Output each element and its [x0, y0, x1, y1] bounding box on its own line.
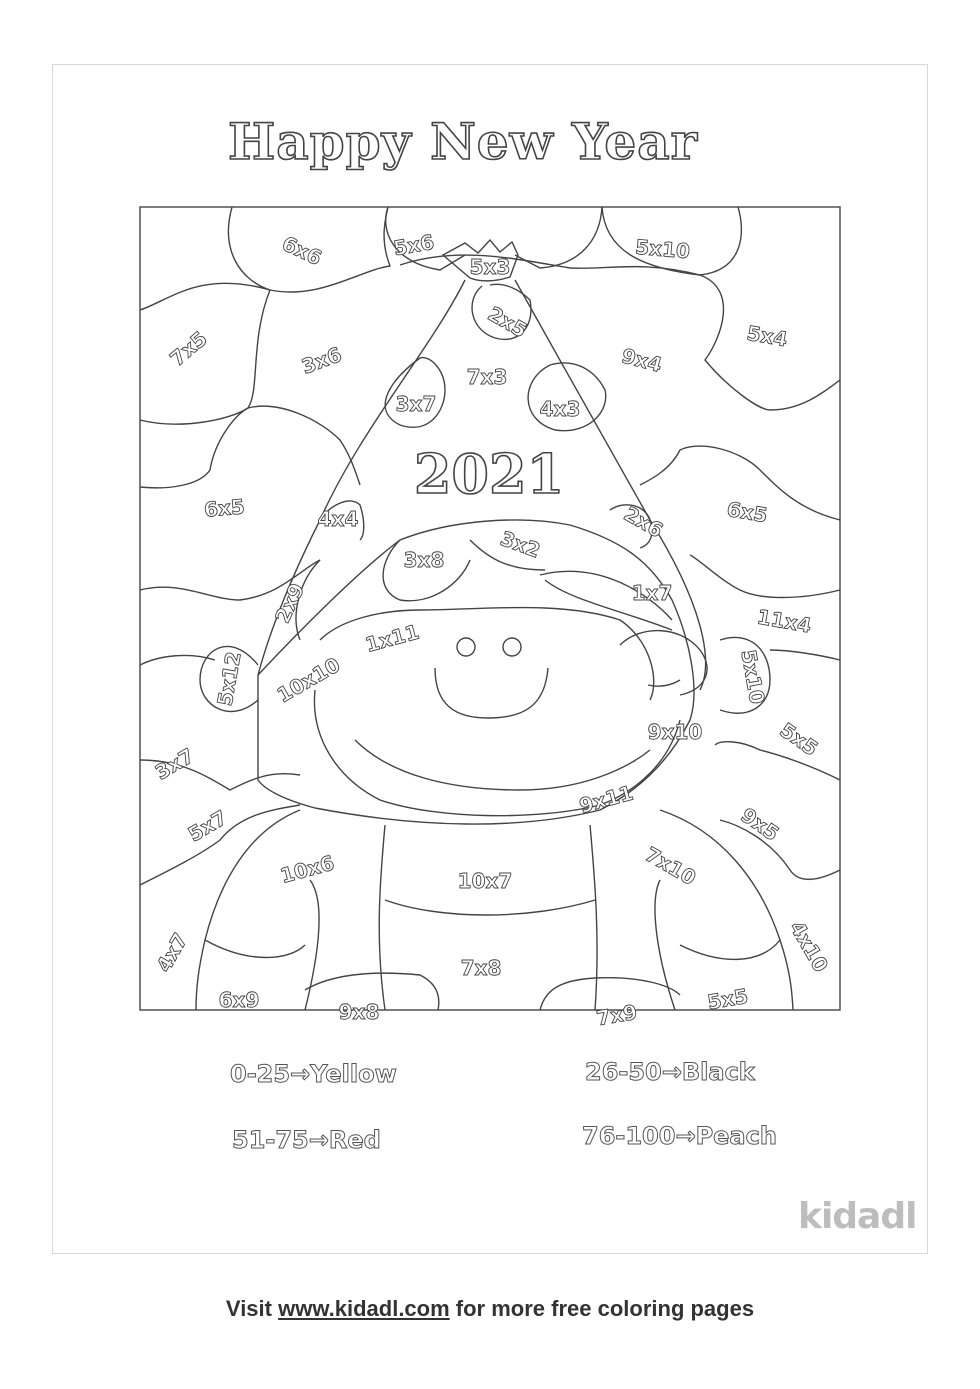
problem-label: 5x5	[775, 717, 823, 761]
problem-label: 2x9	[270, 579, 310, 627]
problem-label: 3x7	[395, 392, 437, 416]
footer-prefix: Visit	[225, 1296, 279, 1321]
problem-label: 5x3	[469, 255, 511, 279]
problem-label: 5x4	[745, 320, 790, 352]
problem-label: 2x6	[619, 501, 668, 543]
smile	[435, 668, 548, 718]
problem-label: 3x2	[497, 526, 544, 563]
problem-label: 9x8	[338, 1000, 380, 1024]
problem-label: 6x5	[203, 494, 246, 522]
problem-label: 6x6	[278, 231, 326, 271]
problem-label: 10x7	[457, 869, 513, 893]
year-label: 2021	[413, 442, 565, 506]
problem-label: 5x10	[634, 234, 691, 264]
problem-label: 7x5	[165, 326, 212, 371]
legend-yellow: 0-25→Yellow	[230, 1060, 397, 1088]
footer-suffix: for more free coloring pages	[449, 1296, 755, 1321]
footer-link[interactable]: www.kidadl.com	[278, 1296, 450, 1321]
problem-label: 7x9	[594, 999, 639, 1031]
footer-note	[0, 1296, 980, 1322]
right-eye	[503, 638, 521, 656]
problem-label: 1x11	[362, 619, 422, 657]
problem-label: 9x10	[647, 720, 703, 744]
problem-label: 11x4	[755, 604, 814, 638]
problem-label: 5x6	[391, 229, 436, 261]
problem-label: 9x11	[576, 780, 636, 818]
problem-label: 5x10	[736, 647, 770, 706]
legend-black: 26-50→Black	[585, 1058, 755, 1086]
problem-label: 2x5	[483, 301, 532, 343]
left-eye	[457, 638, 475, 656]
problem-label: 9x4	[619, 343, 665, 378]
problem-label: 6x5	[725, 496, 770, 528]
problem-label: 4x4	[317, 507, 359, 531]
problem-label: 6x9	[218, 988, 260, 1012]
problem-label: 7x8	[460, 956, 502, 980]
problem-label: 4x10	[785, 916, 834, 977]
problem-label: 5x5	[705, 983, 750, 1015]
problem-label: 3x6	[298, 342, 345, 379]
problem-label: 5x12	[212, 649, 246, 708]
page-title: Happy New Year	[228, 112, 698, 171]
kidadl-logo: kidadl	[798, 1196, 917, 1237]
problem-label: 9x5	[736, 802, 784, 846]
problem-label: 3x8	[403, 548, 445, 572]
problem-label: 4x3	[539, 397, 581, 421]
problem-label: 7x10	[640, 841, 701, 890]
problem-label: 10x6	[277, 850, 337, 888]
problem-label: 5x7	[183, 805, 232, 847]
problem-label: 3x7	[150, 743, 199, 785]
problem-label: 10x10	[272, 652, 345, 708]
problem-label: 1x7	[631, 581, 673, 605]
problem-label: 4x7	[151, 928, 193, 977]
legend-red: 51-75→Red	[232, 1126, 381, 1154]
problem-label: 7x3	[466, 365, 508, 389]
legend-peach: 76-100→Peach	[582, 1122, 777, 1150]
